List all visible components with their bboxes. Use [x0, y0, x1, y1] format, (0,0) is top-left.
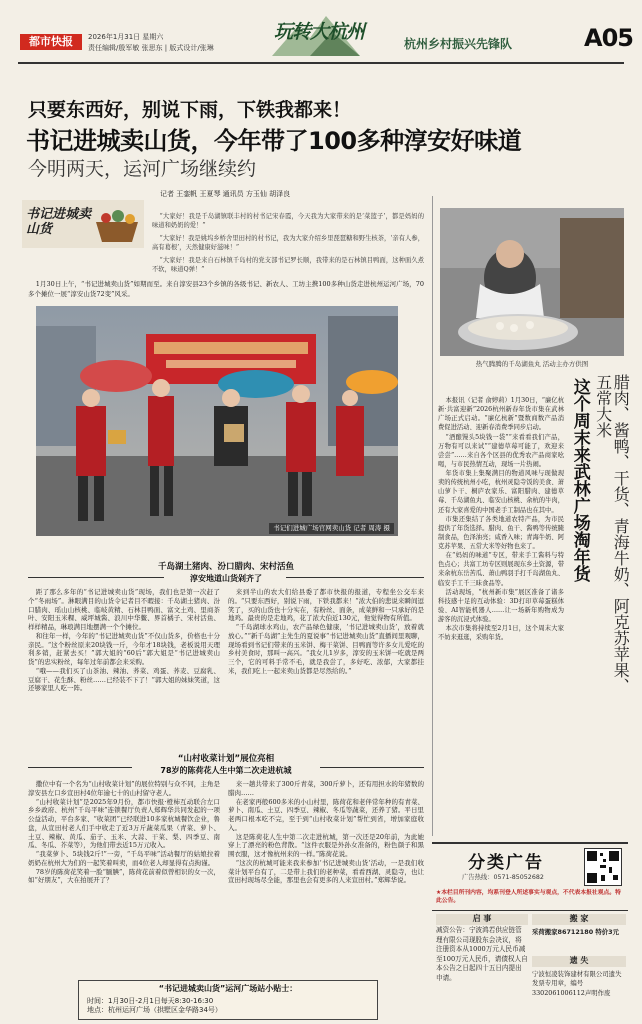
- paper-name: 都市快报: [29, 34, 73, 48]
- ads-title: 分类广告: [468, 853, 544, 873]
- event-logo: [22, 200, 144, 248]
- sidebar-para-6: 活动现场，“杭州新市集”展区准备了诸多科技感十足的互动体验：3D打印草莓蛋糕体验、AI智能机器人……让一场新年购物成为游客的沉浸式体验。: [438, 588, 564, 623]
- ads-notice: ★本栏目所刊内容，均系刊登人所述事实与观点，不代表本报社观点。特此公告。: [436, 890, 621, 904]
- section2-para-3: “我菜萝卜、5块钱2斤!”一旁，“千岛平味”活动餐厅的姑娘拉着奶奶在杭州大为们的一起笑着叫卖，而4位老人却显得有点拘谨。: [28, 850, 220, 867]
- paper-logo: [20, 34, 82, 50]
- quote-1: “大家好！我是千岛湖镇联丰村的村书记宋春霞，今天我为大家带来的是‘菜篮子’，都是妈妈的味道和奶奶的爱！”: [152, 213, 424, 230]
- section1-para-1: 距了那么多年的“书记进城卖山货”现场，我们也是第一次赶了个“冬雨场”。淋眼满目的山货令记者目不暇接：千岛湖土猪肉、汾口腊肉、瑶山山核桃、临岐黄精、石林目鸭面、富文土鸡、里商茶叶、安阳玉米粿、威坪城酱、浪川中华鳖、界首橘子、宋村活鱼、样样精品，琳琅满目地摆满一个个摊位。: [28, 588, 220, 632]
- lead-paragraph: 1月30日上午，“书记进城卖山货”如期而至。来自淳安县23个乡镇的各级书记、新农人、工坊主携100多种山货走进杭州运河广场，70多个摊位一展“淳安山货72变”风采。: [28, 280, 424, 298]
- section1-para-3: “哦——我们买了山茶油、辣油、荞菜、鸡蛋、荞麦、豆腐乳、豆腐干、花生酥、粉丝……已经装不下了！”郭大姐的妹妹笑道，这还够家里人吃一阵。: [28, 666, 220, 693]
- ads-lost-text: 宁波恒凌装饰建材有限公司遗失发票专用章，编号3302061006112声明作废: [532, 970, 622, 997]
- ads-moving-text: 采荷搬家86712180 特价3元: [532, 928, 619, 936]
- quote-2: “大家好！我是姚坞乡桥舍里田村的村书记，我为大家介绍乡里琵琶糖和野生核茶，‘亲有人参，高有葛根’，天然健康好滋味！”: [152, 234, 424, 252]
- section2-col2-para-2: 在老家再般600多米的小山村里，陈荷花和老伴常年种的有青菜、萝卜、南瓜、土豆、四季豆、辣椒、冬瓜等蔬菜，还养了猪。平日里老两口根本吃不完，至于到“山村收菜计划”帮忙到省，增加家庭收入。: [228, 797, 424, 832]
- masthead-rule: [18, 62, 624, 64]
- info-box-time: 时间：1月30日-2月1日每天8:30-16:30: [87, 996, 214, 1005]
- section2-para-1: 撒位中有一个名为“山村收菜计划”的展位特别与众不同，主角是淳安县左口乡宣田村4位年逾七十的山村留守老人。: [28, 780, 220, 797]
- sidebar-para-4: 市集还集结了各类地道农特产品，为市民提供了年货选择。腊肉、鱼干、酱鸭等传统腌制食品，色泽油亮；咸香入味；青海牛奶、阿克苏苹果、五常大米等好物也来了。: [438, 515, 564, 550]
- sidebar-para-7: 本次市集将持续至2月1日，这个周末大家不妨来逛逛，采购年货。: [438, 625, 564, 642]
- sidebar-body: [438, 396, 564, 826]
- date-line: 2026年1月31日 星期六: [88, 33, 164, 41]
- section1-para-2: 和往年一样，今年的“书记进城卖山货”不仅山货多，价格也十分亲民。“这个粉丝原来20块钱一斤，今年才18块钱，老板说用天理利多销，赶紧去买！”郭大姐的“60后”郭大姐是“书记进城卖山货”的忠实粉丝，每年过年前都会来采购。: [28, 631, 220, 667]
- page-number: A05: [584, 24, 633, 52]
- main-photo-caption: 书记们进城广场官网卖山货 记者 周涛 摄: [269, 523, 394, 534]
- section2-col2-para-1: 来一趟共带来了300斤青菜，300斤萝卜，还有用担水的年猪数的腊肉……: [228, 780, 424, 797]
- ads-phone: 广告热线：0571-85052682: [462, 874, 544, 881]
- column-logo-text: 玩转大杭州: [274, 21, 365, 43]
- section1-col2-para-1: 来到半山的农大们给县委了都市快报的报道，专程坐公交车来的。“只要东西好，别说下雨，下铁我都来！”浓大伯的悲说来瞬间逗笑了，买的山货也十分实在，有粉丝、面条，成菜鲜和一只承好的是地鸡。最贵的是走地鸡，花了浓大伯近130元，他觉得物有所值。: [228, 588, 424, 623]
- section2-col2-para-4: “这次的杭城可能来我来参加‘书记进城卖山货’活动，一是我们收菜计划平台有了，二是带上我们的老种菜，看看西湖、灵隐寺，也让宣田村现场尽全能，那里也会有更多的人来宣田村。”郑辉华说。: [228, 858, 424, 885]
- section1-col1: [28, 588, 220, 748]
- section2-col2-para-3: 这是陈荷花人生中第二次走进杭城，第一次还是20年前，为此她穿上了漂亮的粉色背散。“这件衣服是外孙女准备的，粉色颜子和黑围衣服，这才像杭州来的一样。”陈荷花说。: [228, 832, 424, 859]
- section2-para-4: 78岁的陈荷花笑着一脸“腼腆”，陈荷花前着似曾相识的女一次，如“好朋友”，大在拍展开了？: [28, 867, 220, 885]
- section1-title: 千岛湖土猪肉、汾口腊肉、宋村活鱼: [157, 562, 294, 572]
- byline: 记者 王銮帆 王夏琴 通讯员 方玉仙 胡泽良: [160, 190, 291, 198]
- ads-category-moving: 搬 家: [532, 914, 626, 925]
- sidebar-vertical-headline-1: 腊肉、酱鸭、干货、青海牛奶、阿克苏苹果、五常大米: [593, 374, 631, 694]
- event-logo-text: 书记进城卖山货: [26, 207, 92, 237]
- sidebar-photo-caption: 热气腾腾的千岛湖鱼丸 活动主办方供图: [475, 360, 589, 368]
- subhead: 今明两天，运河广场继续约: [28, 158, 257, 180]
- info-box: [78, 980, 378, 1020]
- section1-col2: [228, 588, 424, 748]
- section1-rule-right: [286, 577, 424, 578]
- sidebar-para-3: 年货市集上集聚满目的物道风味与现做现卖的传统杭州小吃，杭州灵隐寺饭的美食、萧山萝卜干、桐庐农家乐、富阳腊肉、建德草莓、千岛湖鱼丸、临安山核桃、余杭的牛肉，还有大家喜爱的中国老手工制品也在其中。: [438, 470, 564, 514]
- headline: 书记进城卖山货，今年带了100多种淳安好味道: [26, 127, 522, 155]
- sidebar-divider: [432, 196, 433, 836]
- main-photo: [36, 306, 398, 536]
- kicker: 只要东西好，别说下雨，下铁我都来！: [28, 99, 352, 121]
- section1-subtitle: 淳安地道山货剁齐了: [190, 574, 262, 583]
- section1-col2-para-2: “千岛湖球水鸡山，农产品绿色健康，‘书记进城卖山货’，放着就放心。”“新千岛湖”主先生的夏说事“书记进城卖山货”直播间里观聊，现场看到书记们带来的玉米饼、梅干菜饼、目鸭面等许多女儿爱吃的乡村美食时，那叫一高兴。“我女儿1岁多，淳安的玉米饼一吃就是两三个，它的可料手常不毛，就是我尝了，多好吃、浓郁，大家都挂米，我们吃上一起来卖山货都是尽然给的。”: [228, 623, 424, 675]
- ads-rule: [432, 910, 628, 911]
- sidebar-para-1: 本报讯（记者 俞婷莉）1月30日，“廉亿杭新·共富迎新”2026杭州新春年货市集在武林广场正式启动。“廉亿杭新”暨数商数产品消费促进活动、迎新春消费季同步启动。: [438, 397, 564, 432]
- sidebar-para-2: “酒酿馒头5块钱一袋”“来看看我们产品，万物有可以来试”“建德草莓可能了，欢迎来尝尝”……来自各个区县的优秀农产品商家吆喝，与市民热情互动，现场一片热闹。: [438, 433, 564, 468]
- ads-category-lost: 遗 失: [532, 956, 626, 967]
- qr-code: [584, 848, 622, 886]
- info-box-place: 地点：杭州运河广场（拱墅区金华路34号）: [87, 1006, 222, 1015]
- qr-code-icon: [585, 849, 621, 885]
- section2-subtitle: 78岁的陈荷花人生中第二次走进杭城: [160, 766, 292, 775]
- section2-title: “山村收菜计划”展位亮相: [177, 754, 275, 764]
- sidebar-para-5: 在“妈妈的味道”专区，带来手工酱料与特色点心；共富工坊专区则展现东乡土资源，带来余杭东岳苦瓜、萧山鸭羽手打千岛湖鱼丸、临安手工千三昧食品等。: [438, 552, 564, 587]
- editors-line: 责任编辑/殷军敏 张思东 | 版式设计/张琳: [88, 44, 214, 52]
- quotes-block: [152, 212, 424, 275]
- section2-col2: [228, 780, 424, 972]
- sidebar-photo: [440, 208, 624, 356]
- column-logo: [270, 8, 365, 60]
- classified-ads: [432, 842, 628, 1024]
- ads-category-notice: 启 事: [436, 914, 528, 925]
- fishball-photo-image: [440, 208, 624, 356]
- info-box-title: “书记进城卖山货”运河广场站小贴士：: [158, 984, 298, 993]
- section2-col1: [28, 780, 220, 972]
- sidebar-vertical-headline-2: 这个周末来武林广场淘年货: [569, 378, 590, 582]
- column-title: 杭州乡村振兴先锋队: [404, 37, 513, 51]
- quote-3: “大家好！我是来自石林镇千岛村的党支部书记罗长顺，我带来的是石林镇目鸭面，这种面久煮不软，味道Q弹！”: [152, 256, 424, 274]
- market-photo-image: [36, 306, 398, 536]
- ads-reduction-notice: 减资公告：宁波鸿若供应链管理有限公司现股东会决议，将注册资本从1000万元人民币减至100万元人民币，请债权人自本公告之日起四十五日内提出申请。: [436, 926, 528, 982]
- section2-rule-right: [320, 767, 424, 768]
- section2-para-2: “山村收菜计划”是2025年9月份，都市快报·橙柿互动联合左口乡乡政府、杭州“千岛平味”连锁餐厅负责人郑辉华共同发起的一项公益活动，平台多家、“收菜团”已经联进10多家杭城餐饮企业，鲁盘，从宣田村老人们手中收走了近3万斤蔬菜瓜果（青菜、萝卜、土豆、辣椒、黄瓜、茄子、玉米、大蒜、干菜、梨、四季豆、南瓜、冬瓜、芥菜等），为他们带去近15万元收入。: [28, 797, 220, 850]
